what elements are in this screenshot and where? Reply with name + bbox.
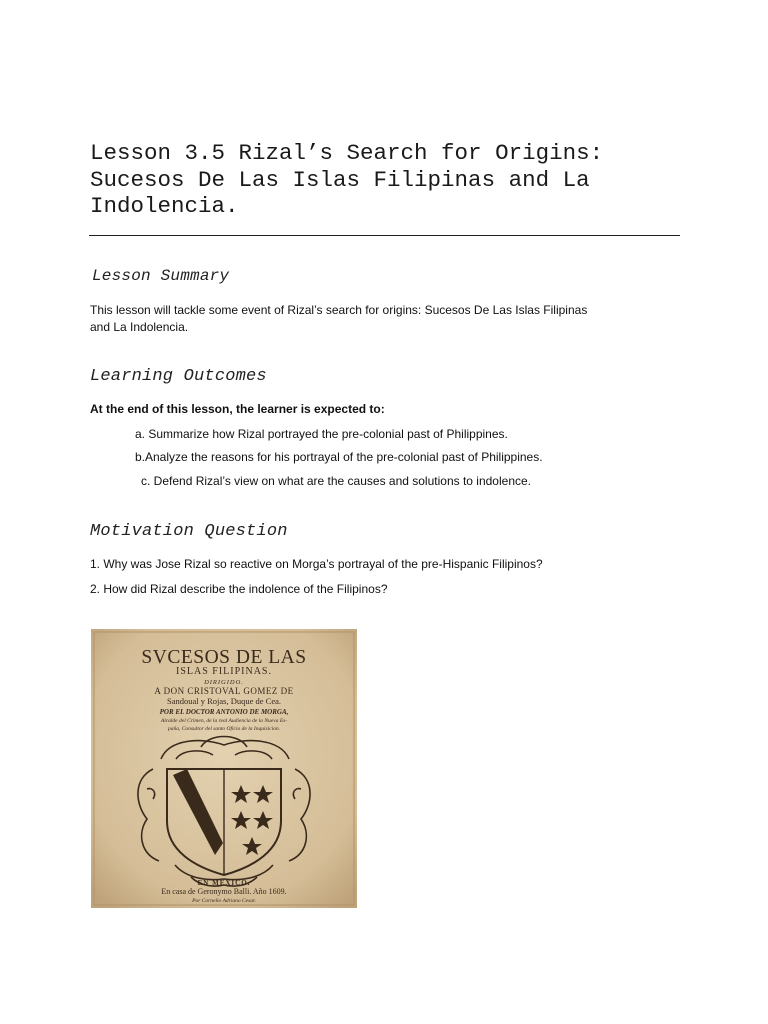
book-title-line-4: A DON CRISTOVAL GOMEZ DE [154,686,294,696]
lesson-title [90,140,690,220]
motivation-question-1: 1. Why was Jose Rizal so reactive on Morga’s portrayal of the pre-Hispanic Filipinos? [90,557,543,571]
motivation-question-heading: Motivation Question [90,522,288,541]
book-imprint-printer: En casa de Geronymo Balli. Año 1609. [161,887,287,896]
outcome-item-c: c. Defend Rizal’s view on what are the causes and solutions to indolence. [141,474,532,488]
lesson-title-line-3: Indolencia. [90,193,239,219]
lesson-title-line-1: Lesson 3.5 Rizal’s Search for Origins: [90,140,604,166]
sucesos-title-page-image [91,629,357,908]
book-title-line-8: paña, Consultor del santo Oficio de la Inquisicion. [168,726,280,732]
book-title-line-1: SVCESOS DE LAS [141,647,307,668]
book-title-line-2: ISLAS FILIPINAS. [175,666,273,677]
outcome-item-b: b.Analyze the reasons for his portrayal of the pre-colonial past of Philippines. [135,450,543,464]
lesson-summary-line-1: This lesson will tackle some event of Rizal’s search for origins: Sucesos De Las Islas Filipinas [90,303,588,317]
book-imprint-credit: Por Cornelio Adriano Cesar. [192,898,256,904]
learning-outcomes-intro: At the end of this lesson, the learner is expected to: [90,402,385,416]
learning-outcomes-heading: Learning Outcomes [90,367,267,386]
book-title-line-3: DIRIGIDO. [204,679,244,686]
lesson-summary-heading: Lesson Summary [92,267,230,285]
book-title-line-7: Alcalde del Crimen, de la real Audiencia de la Nueva Es- [160,718,288,724]
lesson-title-line-2: Sucesos De Las Islas Filipinas and La [90,166,590,193]
lesson-summary-line-2: and La Indolencia. [90,320,189,334]
book-title-line-5: Sandoual y Rojas, Duque de Cea. [166,696,282,706]
book-title-line-6: POR EL DOCTOR ANTONIO DE MORGA, [159,708,289,716]
motivation-question-2: 2. How did Rizal describe the indolence of the Filipinos? [90,582,388,596]
book-imprint-city: EN MEXICO. [197,879,251,887]
outcome-item-a: a. Summarize how Rizal portrayed the pre-colonial past of Philippines. [135,427,508,441]
title-divider [89,235,680,236]
title-page-illustration [91,629,357,908]
lesson-summary-text [90,302,680,336]
